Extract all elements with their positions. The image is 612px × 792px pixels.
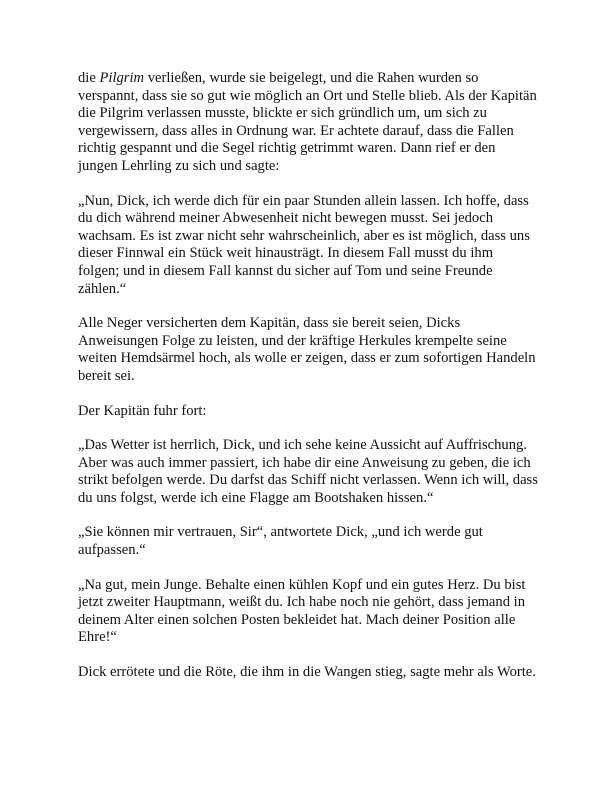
paragraph-2: „Nun, Dick, ich werde dich für ein paar Stunden allein lassen. Ich hoffe, dass du dich während meiner Abwesenheit nicht bewegen musst. Sei jedoch wachsam. Es ist zwar nicht sehr wahrscheinlich, aber es ist möglich, dass uns dieser Finnwal ein Stück weit hinausträgt. In diesem Fall musst du ihm folgen; und in diesem Fall kannst du sicher auf Tom und seine Freunde zählen.“ [78, 192, 530, 297]
paragraph-7: „Na gut, mein Junge. Behalte einen kühlen Kopf und ein gutes Herz. Du bist jetzt zweiter Hauptmann, weißt du. Ich habe noch nie gehört, dass jemand in deinem Alter einen solchen Posten bekleidet hat. Mach deiner Position alle Ehre!“ [78, 576, 526, 646]
ship-name-italic: Pilgrim [99, 70, 145, 86]
paragraph-1-lead: die [78, 70, 100, 86]
paragraph-1-text: verließen, wurde sie beigelegt, und die Rahen wurden so verspannt, dass sie so gut wie möglich an Ort und Stelle blieb. Als der Kapitän die Pilgrim verlassen musste, blickte er sich gründlich um, um sich zu vergewissern, dass alles in Ordnung war. Er achtete darauf, dass die Fallen richtig gespannt und die Segel richtig getrimmt waren. Dann rief er den jungen Lehrling zu sich und sagte: [78, 70, 537, 174]
paragraph-3: Alle Neger versicherten dem Kapitän, dass sie bereit seien, Dicks Anweisungen Folge zu leisten, und der kräftige Herkules krempelte seine weiten Hemdsärmel hoch, als wolle er zeigen, dass er zum sofortigen Handeln bereit sei. [78, 315, 536, 384]
document-page [78, 70, 538, 682]
paragraph-6: „Sie können mir vertrauen, Sir“, antwortete Dick, „und ich werde gut aufpassen.“ [78, 524, 483, 559]
paragraph-5: „Das Wetter ist herrlich, Dick, und ich sehe keine Aussicht auf Auffrischung. Aber was auch immer passiert, ich habe dir eine Anweisung zu geben, die ich strikt befolgen werde. Du darfst das Schiff nicht verlassen. Wenn ich will, dass du uns folgst, werde ich eine Flagge am Bootshaken hissen.“ [78, 437, 538, 506]
paragraph-1 [78, 70, 538, 176]
paragraph-4: Der Kapitän fuhr fort: [78, 402, 207, 419]
paragraph-8: Dick errötete und die Röte, die ihm in die Wangen stieg, sagte mehr als Worte. [78, 664, 536, 681]
